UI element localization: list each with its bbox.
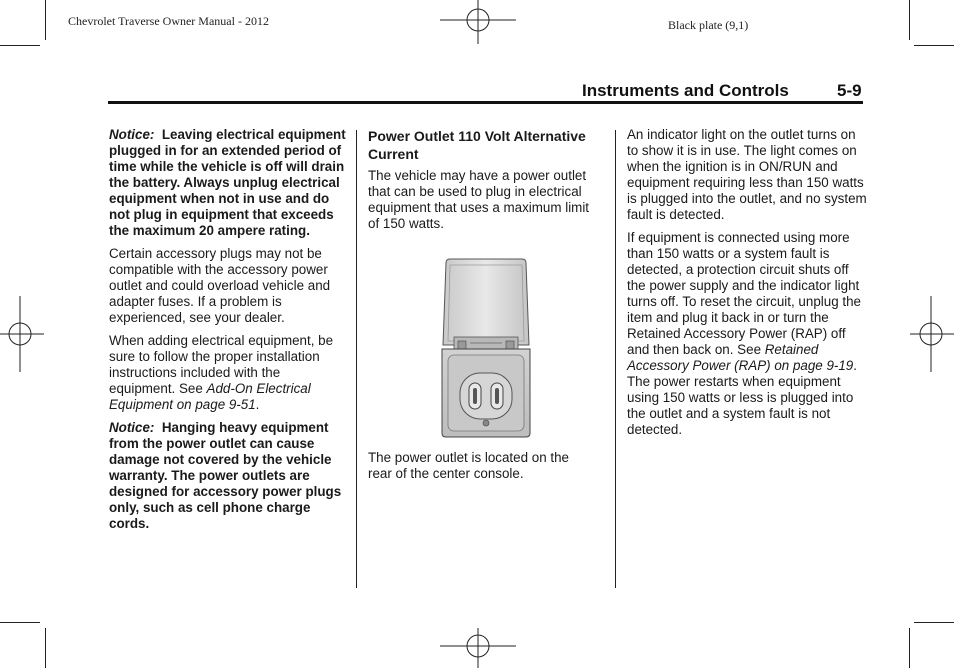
column-divider [615,130,616,588]
notice-label: Notice: [109,420,155,435]
notice-text: Hanging heavy equipment from the power outlet can cause damage not covered by the vehicle warranty. The power outlets are designed for accessory power plugs only, such as cell phone charge cords. [109,420,342,531]
notice-paragraph [109,127,349,239]
body-paragraph: Certain accessory plugs may not be compatible with the accessory power outlet and could overload vehicle and adapter fuses. If a problem is experienced, see your dealer. [109,246,331,325]
body-paragraph [109,333,349,413]
body-paragraph: The vehicle may have a power outlet that can be used to plug in electrical equipment that uses a maximum limit of 150 watts. [368,168,590,231]
column-2 [368,127,593,239]
manual-title: Chevrolet Traverse Owner Manual - 2012 [68,14,269,28]
figure-caption: The power outlet is located on the rear of the center console. [368,450,569,481]
figure-caption-block [368,450,593,489]
registration-target [910,296,954,372]
cross-reference-link[interactable]: Add-On Electrical Equipment on page 9-51 [109,381,311,412]
cross-reference-link[interactable]: Retained Accessory Power (RAP) on page 9-19 [627,342,854,373]
crop-mark [0,622,40,623]
crop-mark [914,45,954,46]
page-number: 5-9 [837,81,862,100]
registration-target [440,0,516,44]
column-divider [356,130,357,588]
registration-target [440,628,516,668]
subsection-heading: Power Outlet 110 Volt Alternative Current [368,128,586,162]
body-paragraph [627,230,867,438]
crop-mark [45,0,46,40]
crop-mark [909,0,910,40]
crop-mark [0,45,40,46]
header-rule [108,101,863,104]
plate-label: Black plate (9,1) [668,18,749,32]
body-text: When adding electrical equipment, be sure to follow the proper installation instructions included with the equipment. See [109,333,334,396]
crop-mark [909,628,910,668]
notice-paragraph [109,420,349,532]
body-paragraph: An indicator light on the outlet turns on to show it is in use. The light comes on when the ignition is in ON/RUN and equipment requiring less than 150 watts is plugged into the outlet, and no system fault is detected. [627,127,867,222]
section-title: Instruments and Controls [582,81,789,100]
crop-mark [45,628,46,668]
body-text: . The power restarts when equipment using 150 watts or less is plugged into the outlet and a system fault is not detected. [627,358,857,437]
notice-text: Leaving electrical equipment plugged in for an extended period of time while the vehicle is off will drain the battery. Always unplug electrical equipment when not in use and do not plug in equipment that exceeds the maximum 20 ampere rating. [109,127,346,238]
column-3 [627,127,867,445]
column-1 [109,127,349,539]
body-text: . [255,397,260,412]
crop-mark [914,622,954,623]
notice-label: Notice: [109,127,155,142]
power-outlet-illustration [440,257,532,439]
registration-target [0,296,44,372]
body-text: If equipment is connected using more than 150 watts or a system fault is detected, a protection circuit shuts off the power supply and the indicator light turns off. To reset the circuit, unplug the item and plug it back in or turn the Retained Accessory Power (RAP) off and then back on. See [627,230,861,357]
